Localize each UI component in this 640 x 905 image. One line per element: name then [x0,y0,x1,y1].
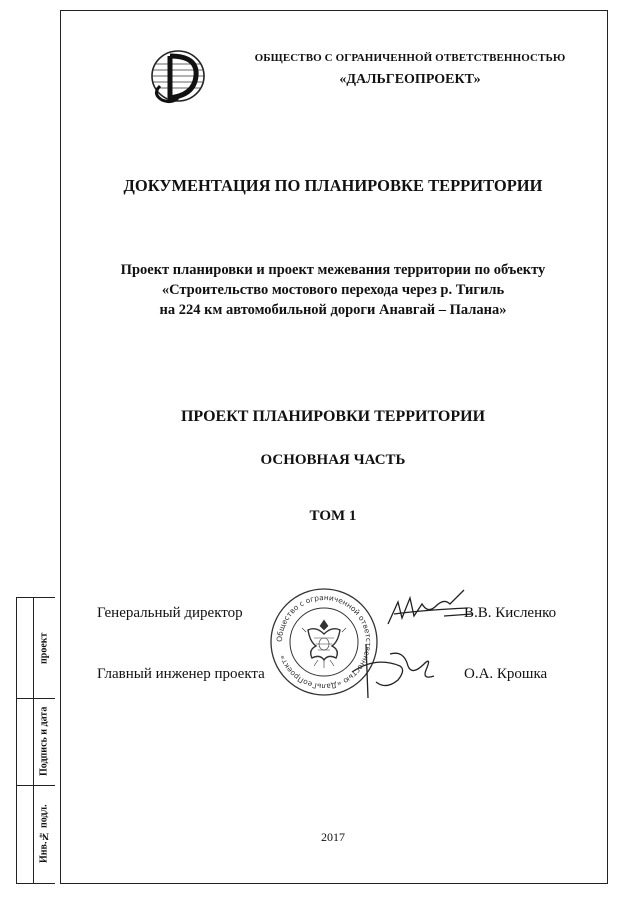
project-title [60,260,606,320]
project-title-line-1: Проект планировки и проект межевания территории по объекту [120,262,546,278]
director-position: Генеральный директор [97,605,243,621]
side-label-signature-date: Подпись и дата [38,706,50,777]
project-title-line-3: на 224 км автомобильной дороги Анавгай – Палана» [159,302,507,318]
chief-engineer-position: Главный инженер проекта [97,666,265,682]
chief-engineer-signature [346,636,438,705]
director-signature [384,584,474,639]
company-logo [148,46,212,109]
chief-engineer-name: О.А. Крошка [464,666,548,682]
document-year: 2017 [321,830,345,844]
company-name: «ДАЛЬГЕОПРОЕКТ» [339,72,481,87]
volume-label: ТОМ 1 [309,508,357,524]
svg-text:Общество с ограниченной ответс: Общество с ограниченной ответственностью «ДальГеоПроект» [274,592,374,692]
side-label-project: проект [38,632,50,664]
side-label-inventory-number: Инв.№ подл. [38,804,50,863]
part-title: ОСНОВНАЯ ЧАСТЬ [260,452,406,468]
document-title: ДОКУМЕНТАЦИЯ ПО ПЛАНИРОВКЕ ТЕРРИТОРИИ [123,176,543,195]
side-stamp-table [16,597,55,884]
project-title-line-2: «Строительство мостового перехода через р. Тигиль [161,282,505,298]
section-title: ПРОЕКТ ПЛАНИРОВКИ ТЕРРИТОРИИ [180,408,486,425]
director-name: В.В. Кисленко [464,605,557,621]
company-form: ОБЩЕСТВО С ОГРАНИЧЕННОЙ ОТВЕТСТВЕННОСТЬЮ [254,52,566,64]
page-frame [60,10,608,884]
